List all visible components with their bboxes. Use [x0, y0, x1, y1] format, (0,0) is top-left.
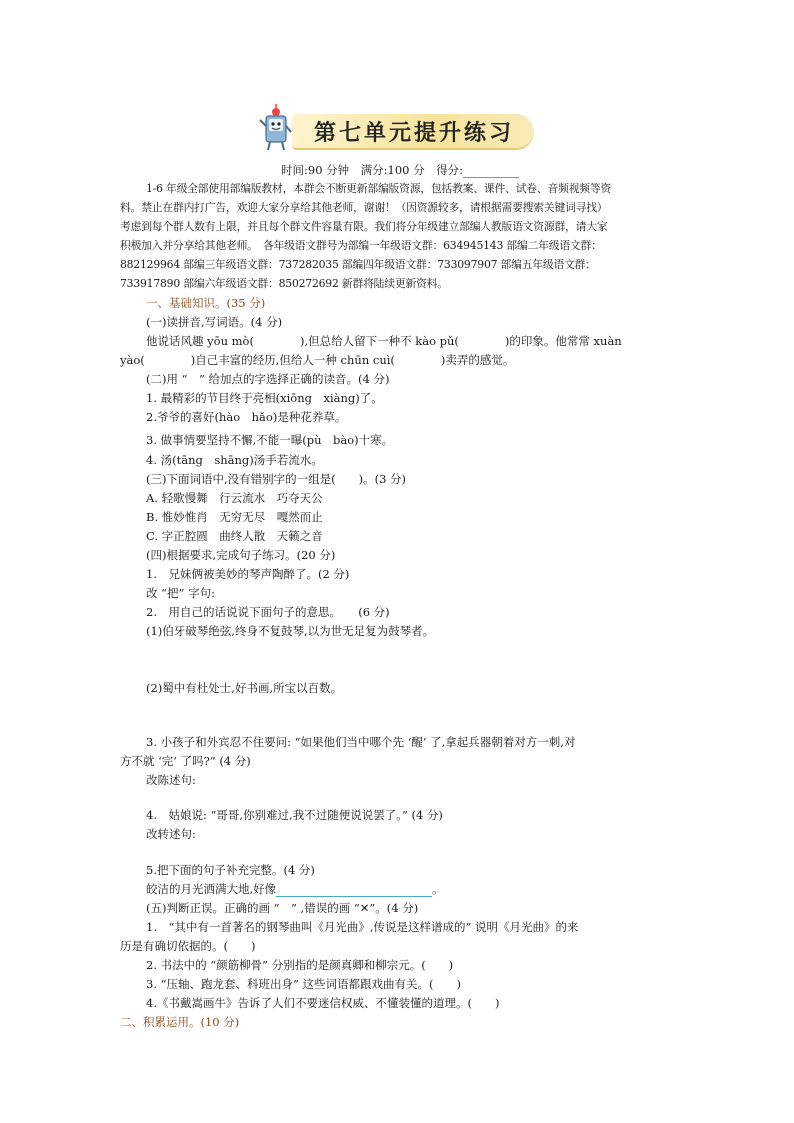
question-heading: (一)读拼音,写词语。(4 分)	[146, 315, 283, 329]
question-heading: (五)判断正误。正确的画 “ ” ,错误的画 “✕”。(4 分)	[146, 901, 419, 915]
question-item: 2. 用自己的话说说下面句子的意思。 (6 分)	[146, 605, 390, 619]
question-item: 3. “压轴、跑龙套、科班出身” 这些词语都跟戏曲有关。( )	[146, 977, 462, 991]
question-item: 1. 最精彩的节目终于亮相(xiōng xiàng)了。	[146, 391, 383, 405]
score-blank[interactable]	[463, 165, 519, 178]
question-item: 1. 兄妹俩被美妙的琴声陶醉了。(2 分)	[146, 567, 350, 581]
question-item: 2. 书法中的 “颜筋柳骨” 分别指的是颜真卿和柳宗元。( )	[146, 958, 454, 972]
question-item: 4. 姑娘说: “哥哥,你别难过,我不过随便说说罢了。” (4 分)	[146, 808, 443, 822]
question-item: 4. 汤(tāng shāng)汤手若流水。	[146, 453, 323, 467]
notice-line: 料。禁止在群内打广告，欢迎大家分享给其他老师，谢谢！（因资源较多，请根据需要搜索关键词寻找）	[120, 201, 608, 214]
question-item: 1. “其中有一首著名的钢琴曲叫《月光曲》,传说是这样谱成的” 说明《月光曲》的来	[146, 920, 579, 934]
question-item: (1)伯牙破琴绝弦,终身不复鼓琴,以为世无足复为鼓琴者。	[146, 624, 435, 638]
question-item: 3. 做事情要坚持不懈,不能一曝(pù bào)十寒。	[146, 433, 394, 447]
notice-line: 考虑到每个群人数有上限，并且每个群文件容量有限。我们将分年级建立部编人教版语文资源群，请大家	[120, 220, 608, 233]
question-item: 2.爷爷的喜好(hào hǎo)是种花养草。	[146, 410, 347, 424]
book-mascot-icon	[256, 104, 296, 154]
question-item: 历是有确切依据的。( )	[120, 939, 256, 953]
option-item: C. 字正腔圆 曲终人散 天籁之音	[146, 529, 323, 543]
task-label: 改转述句:	[146, 827, 196, 841]
notice-line: 733917890 部编六年级语文群：850272692 新群将陆续更新资料。	[120, 277, 448, 290]
section-heading: 一、基础知识。(35 分)	[146, 296, 266, 310]
task-label: 改陈述句:	[146, 773, 196, 787]
page-title: 第七单元提升练习	[314, 120, 515, 146]
question-text: 他说话风趣 yōu mò( ),但总给人留下一种不 kào pǔ( )的印象。他常常 xuàn	[146, 334, 622, 348]
fill-sentence	[146, 881, 444, 897]
question-text: yào( )自己丰富的经历,但给人一种 chūn cuì( )卖弄的感觉。	[120, 353, 515, 367]
question-item: 方不就 ‘完’ 了吗?” (4 分)	[120, 754, 251, 768]
notice-line: 882129964 部编三年级语文群：737282035 部编四年级语文群：733097907 部编五年级语文群：	[120, 258, 596, 271]
fill-sentence-end: 。	[432, 882, 444, 896]
task-label: 改 “把” 字句:	[146, 586, 215, 600]
answer-blank[interactable]	[276, 884, 432, 897]
question-item: (2)蜀中有杜处士,好书画,所宝以百数。	[146, 681, 343, 695]
exam-meta-text: 时间:90 分钟 满分:100 分 得分:	[281, 163, 464, 177]
option-item: B. 惟妙惟肖 无穷无尽 嘎然而止	[146, 510, 323, 524]
exam-meta	[281, 162, 519, 178]
question-heading: (三)下面词语中,没有错别字的一组是( )。(3 分)	[146, 472, 407, 486]
title-banner	[256, 104, 536, 154]
fill-sentence-text: 皎洁的月光洒满大地,好像	[146, 882, 277, 896]
question-item: 4.《书戴嵩画牛》告诉了人们不要迷信权威、不懂装懂的道理。( )	[146, 996, 500, 1010]
question-item: 5.把下面的句子补充完整。(4 分)	[146, 863, 315, 877]
option-item: A. 轻歌慢舞 行云流水 巧夺天公	[146, 491, 323, 505]
question-item: 3. 小孩子和外宾忍不住要问: “如果他们当中哪个先 ‘醒’ 了,拿起兵器朝着对方一刺,对	[146, 735, 576, 749]
question-heading: (四)根据要求,完成句子练习。(20 分)	[146, 548, 336, 562]
notice-line: 1-6 年级全部使用部编版教材，本群会不断更新部编版资源，包括教案、课件、试卷、音频视频等资	[146, 182, 612, 195]
notice-line: 积极加入并分享给其他老师。 各年级语文群号为部编一年级语文群：634945143 部编二年级语文群：	[120, 239, 602, 252]
question-heading: (二)用 “ ” 给加点的字选择正确的读音。(4 分)	[146, 372, 390, 386]
section-heading: 二、积累运用。(10 分)	[120, 1015, 240, 1029]
